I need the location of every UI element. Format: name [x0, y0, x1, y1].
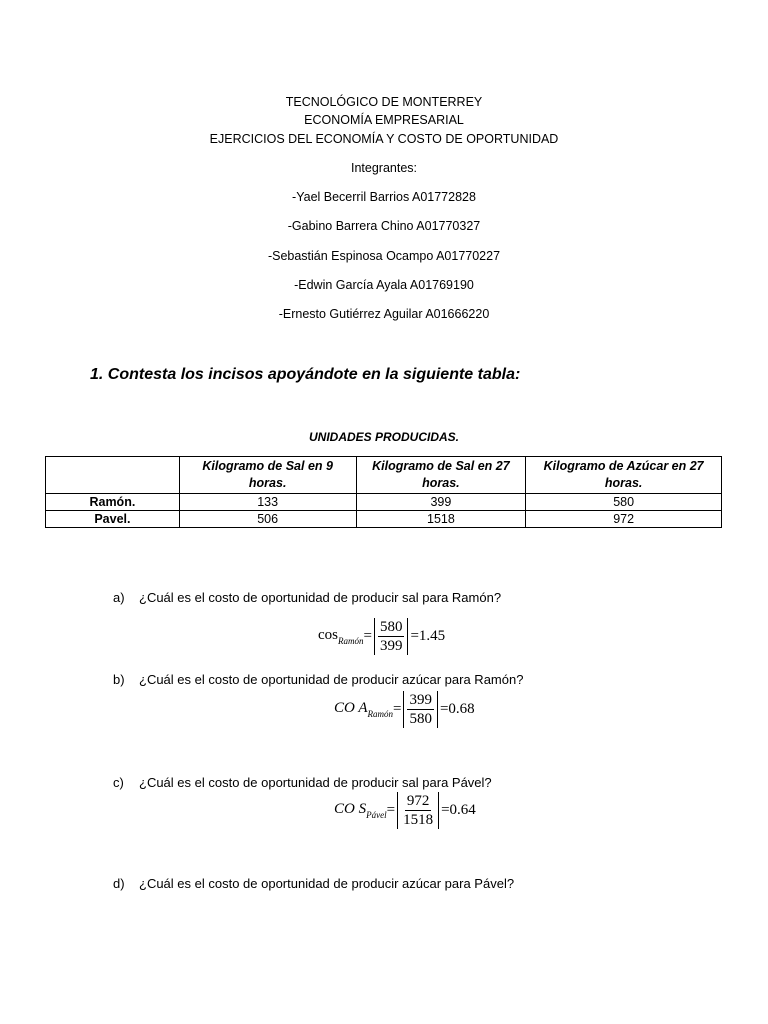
numerator: 580 [379, 619, 403, 635]
table-header-cell: Kilogramo de Sal en 27 horas. [356, 457, 526, 494]
table-cell: 1518 [356, 511, 526, 528]
member-item: -Gabino Barrera Chino A01770327 [287, 219, 481, 233]
row-label: Ramón. [46, 494, 180, 511]
absolute-fraction [403, 691, 438, 728]
equation-a [318, 618, 445, 655]
assignment-title: EJERCICIOS DEL ECONOMÍA Y COSTO DE OPORTUNIDAD [209, 132, 559, 146]
denominator: 1518 [403, 812, 434, 828]
table-row [46, 511, 722, 528]
question-text: ¿Cuál es el costo de oportunidad de producir azúcar para Pável? [139, 876, 515, 891]
member-item: -Ernesto Gutiérrez Aguilar A01666220 [278, 307, 490, 321]
question-letter: d) [113, 876, 125, 891]
table-cell: 972 [526, 511, 722, 528]
table-cell: 506 [179, 511, 356, 528]
equation-c [334, 792, 476, 829]
equation-subscript: Ramón [338, 636, 364, 646]
table-header-cell [46, 457, 180, 494]
equation-lhs: CO $A_{Ramón}$ [334, 700, 393, 719]
equation-result: =0.64 [441, 802, 476, 818]
question-c [113, 775, 492, 791]
institution-title: TECNOLÓGICO DE MONTERREY [285, 95, 483, 109]
table-header-cell: Kilogramo de Azúcar en 27 horas. [526, 457, 722, 494]
question-b [113, 672, 523, 688]
numerator: 399 [409, 692, 432, 708]
question-a [113, 590, 501, 606]
member-item: -Edwin García Ayala A01769190 [294, 278, 474, 292]
equation-subscript: Pável [366, 810, 387, 820]
equals-sign: = [363, 628, 372, 644]
question-letter: c) [113, 775, 124, 790]
table-header-row [46, 457, 722, 494]
equals-sign: = [392, 701, 402, 717]
absolute-fraction [397, 792, 439, 829]
equation-lhs: CO $S_{Pável}$ [334, 801, 387, 820]
question-letter: b) [113, 672, 125, 687]
question-text: ¿Cuál es el costo de oportunidad de producir sal para Pável? [139, 775, 492, 790]
question-text: ¿Cuál es el costo de oportunidad de producir sal para Ramón? [139, 590, 502, 605]
table-cell: 399 [356, 494, 526, 511]
member-item: -Yael Becerril Barrios A01772828 [292, 190, 476, 204]
row-label: Pavel. [46, 511, 180, 528]
denominator: 580 [409, 711, 432, 727]
table-cell: 580 [526, 494, 722, 511]
denominator: 399 [379, 638, 403, 654]
equation-result: =0.68 [439, 701, 475, 717]
table-caption: UNIDADES PRODUCIDAS. [308, 430, 459, 444]
numerator: 972 [406, 793, 430, 809]
question-d [113, 876, 514, 892]
course-title: ECONOMÍA EMPRESARIAL [304, 113, 464, 127]
members-label: Integrantes: [350, 161, 417, 175]
equation-subscript: Ramón [367, 709, 393, 719]
equals-sign: = [386, 802, 396, 818]
question-letter: a) [113, 590, 125, 605]
units-table [45, 456, 722, 528]
absolute-fraction [374, 618, 409, 655]
equation-b [334, 691, 475, 728]
table-cell: 133 [179, 494, 356, 511]
member-item: -Sebastián Espinosa Ocampo A01770227 [267, 249, 501, 263]
equation-lhs: $\cos_{Ramón}$ [318, 627, 364, 646]
table-header-cell: Kilogramo de Sal en 9 horas. [179, 457, 356, 494]
equation-result: =1.45 [410, 628, 446, 644]
section-heading: 1. Contesta los incisos apoyándote en la siguiente tabla: [90, 366, 521, 383]
question-text: ¿Cuál es el costo de oportunidad de producir azúcar para Ramón? [139, 672, 524, 687]
table-row [46, 494, 722, 511]
